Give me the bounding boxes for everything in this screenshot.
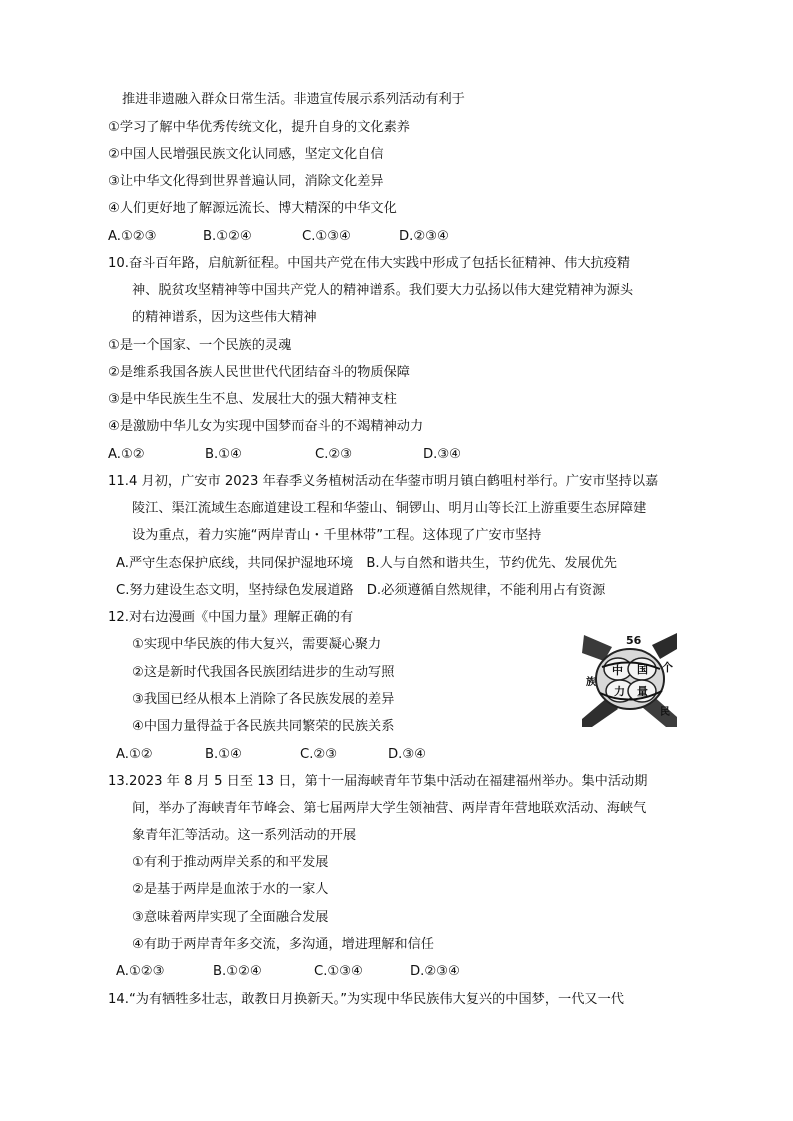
q13-item-2: ②是基于两岸是血浓于水的一家人: [132, 882, 329, 897]
q10-option-d: D.③④: [423, 447, 461, 462]
q13-stem-line-1: 13.2023 年 8 月 5 日至 13 日，第十一届海峡青年节集中活动在福建福州举办。集中活动期: [108, 774, 648, 789]
q9-item-3: ③让中华文化得到世界普遍认同，消除文化差异: [108, 174, 384, 189]
q11-stem-line-3: 设为重点，着力实施“两岸青山・千里林带”工程。这体现了广安市坚持: [132, 528, 542, 543]
q13-option-b: B.①②④: [213, 964, 262, 979]
q10-item-2: ②是维系我国各族人民世世代代团结奋斗的物质保障: [108, 365, 410, 380]
q11-stem-line-2: 陵江、渠江流域生态廊道建设工程和华蓥山、铜锣山、明月山等长江上游重要生态屏障建: [132, 501, 647, 516]
q12-option-d: D.③④: [388, 747, 426, 762]
cartoon-label-guo: 国: [637, 663, 648, 676]
q9-item-4: ④人们更好地了解源远流长、博大精深的中华文化: [108, 201, 397, 216]
q10-stem-line-3: 的精神谱系，因为这些伟大精神: [132, 310, 317, 325]
q12-item-4: ④中国力量得益于各民族共同繁荣的民族关系: [132, 719, 395, 734]
q12-option-c: C.②③: [300, 747, 338, 762]
q12-item-2: ②这是新时代我国各民族团结进步的生动写照: [132, 665, 395, 680]
q10-stem-line-1: 10.奋斗百年路，启航新征程。中国共产党在伟大实践中形成了包括长征精神、伟大抗疫精: [108, 256, 631, 271]
q9-option-d: D.②③④: [399, 229, 449, 244]
cartoon-label-ge: 个: [662, 661, 673, 674]
cartoon-label-56: 56: [626, 634, 642, 647]
q11-options-row-2: C.努力建设生态文明，坚持绿色发展道路 D.必须遵循自然规律，不能利用占有资源: [116, 583, 606, 598]
q10-option-a: A.①②: [108, 447, 145, 462]
cartoon-label-min: 民: [660, 707, 670, 718]
q13-option-a: A.①②③: [116, 964, 165, 979]
q13-option-c: C.①③④: [314, 964, 363, 979]
china-strength-cartoon: [582, 627, 677, 727]
cartoon-label-zhong: 中: [612, 664, 623, 677]
cartoon-label-li: 力: [614, 685, 625, 698]
q9-option-a: A.①②③: [108, 229, 157, 244]
q14-stem: 14.“为有牺牲多壮志，敢教日月换新天。”为实现中华民族伟大复兴的中国梦，一代又一代: [108, 992, 624, 1007]
q9-option-b: B.①②④: [203, 229, 252, 244]
q9-stem: 推进非遗融入群众日常生活。非遗宣传展示系列活动有利于: [122, 92, 465, 107]
q13-item-3: ③意味着两岸实现了全面融合发展: [132, 910, 329, 925]
q10-stem-line-2: 神、脱贫攻坚精神等中国共产党人的精神谱系。我们要大力弘扬以伟大建党精神为源头: [132, 283, 634, 298]
q10-option-b: B.①④: [205, 447, 242, 462]
cartoon-label-liang: 量: [637, 685, 648, 698]
q12-item-3: ③我国已经从根本上消除了各民族发展的差异: [132, 692, 395, 707]
cartoon-label-zu: 族: [586, 677, 596, 688]
q12-stem: 12.对右边漫画《中国力量》理解正确的有: [108, 610, 354, 625]
q10-option-c: C.②③: [315, 447, 353, 462]
q13-item-4: ④有助于两岸青年多交流，多沟通，增进理解和信任: [132, 937, 434, 952]
q12-option-a: A.①②: [116, 747, 153, 762]
q13-stem-line-3: 象青年汇等活动。这一系列活动的开展: [132, 828, 357, 843]
q10-item-1: ①是一个国家、一个民族的灵魂: [108, 338, 292, 353]
q13-stem-line-2: 间，举办了海峡青年节峰会、第七届两岸大学生领袖营、两岸青年营地联欢活动、海峡气: [132, 801, 647, 816]
q13-item-1: ①有利于推动两岸关系的和平发展: [132, 855, 329, 870]
q13-option-d: D.②③④: [410, 964, 460, 979]
q11-stem-line-1: 11.4 月初，广安市 2023 年春季义务植树活动在华蓥市明月镇白鹤咀村举行。广安市坚持以嘉: [108, 474, 659, 489]
q12-option-b: B.①④: [205, 747, 242, 762]
q9-item-1: ①学习了解中华优秀传统文化，提升自身的文化素养: [108, 120, 410, 135]
q9-item-2: ②中国人民增强民族文化认同感，坚定文化自信: [108, 147, 384, 162]
q12-item-1: ①实现中华民族的伟大复兴，需要凝心聚力: [132, 637, 382, 652]
q11-options-row-1: A.严守生态保护底线，共同保护湿地环境 B.人与自然和谐共生，节约优先、发展优先: [116, 556, 617, 571]
q10-item-4: ④是激励中华儿女为实现中国梦而奋斗的不竭精神动力: [108, 419, 424, 434]
q9-option-c: C.①③④: [302, 229, 351, 244]
q10-item-3: ③是中华民族生生不息、发展壮大的强大精神支柱: [108, 392, 397, 407]
